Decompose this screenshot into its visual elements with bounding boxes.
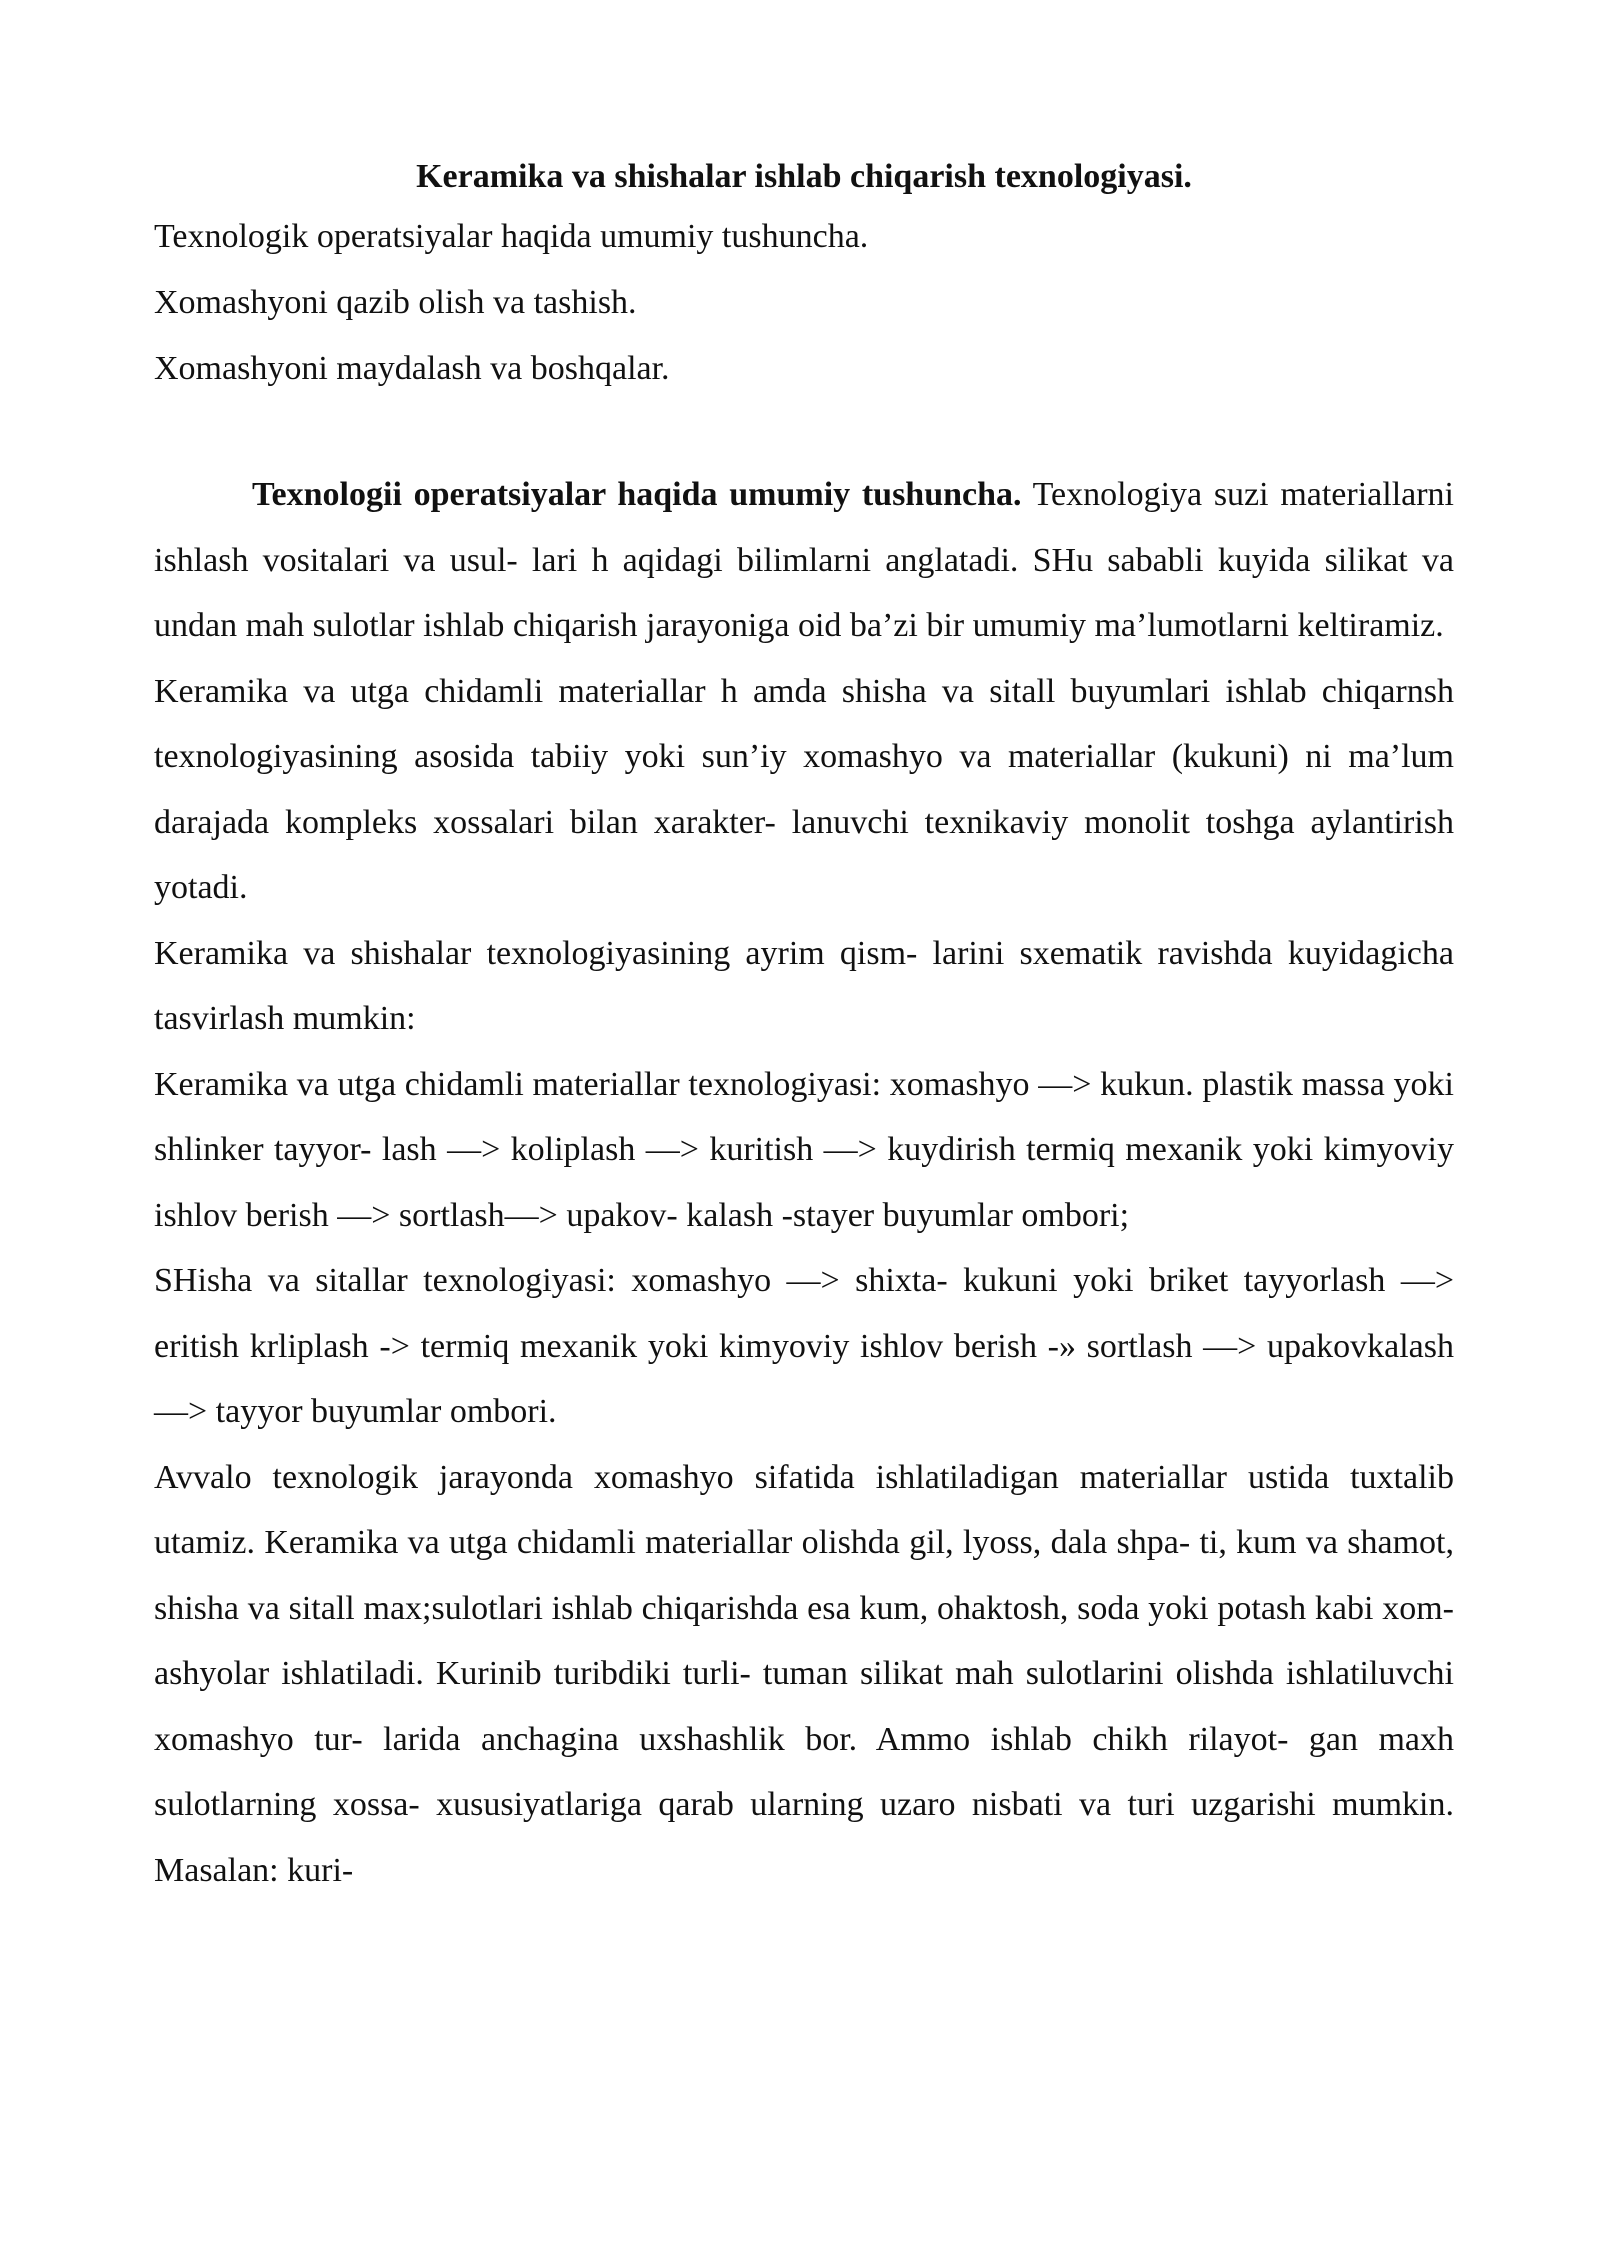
paragraph-1-text: Texnologiya suzi materiallarni ishlash vositalari va usul- lari h aqidagi bilimlarni anglatadi. SHu sababli kuyida silikat va undan mah sulotlar ishlab chiqarish jarayoniga oid ba’zi bir umumiy ma’lumotlarni keltiramiz. — [154, 476, 1454, 644]
outline-item-1: Texnologik operatsiyalar haqida umumiy tushuncha. — [154, 218, 869, 255]
paragraph-4: Keramika va utga chidamli materiallar texnologiyasi: xomashyo —> kukun. plastik massa yoki shlinker tayyor- lash —> koliplash —> kuritish —> kuydirish termiq mexanik yoki kimyoviy ishlov berish —> sortlash—> upakov- kalash -stayer buyumlar ombori; — [154, 1065, 1454, 1234]
paragraph-3: Keramika va shishalar texnologiyasining ayrim qism- larini sxematik ravishda kuyidagicha tasvirlash mumkin: — [154, 934, 1454, 1037]
document-page — [154, 150, 1454, 1903]
document-title: Keramika va shishalar ishlab chiqarish texnologiyasi. — [416, 158, 1192, 195]
outline-item-3: Xomashyoni maydalash va boshqalar. — [154, 350, 670, 387]
paragraph-2: Keramika va utga chidamli materiallar h amda shisha va sitall buyumlari ishlab chiqarnsh texnologiyasining asosida tabiiy yoki sun’iy xomashyo va materiallar (kukuni) ni ma’lum darajada kompleks xossalari bilan xarakter- lanuvchi texnikaviy monolit toshga aylantirish yotadi. — [154, 672, 1454, 906]
outline-item-2: Xomashyoni qazib olish va tashish. — [154, 284, 637, 321]
paragraph-1 — [154, 462, 1454, 659]
section-heading: Texnologii operatsiyalar haqida umumiy tushuncha. — [252, 476, 1022, 513]
section-spacer — [154, 402, 1454, 462]
paragraph-6: Avvalo texnologik jarayonda xomashyo sifatida ishlatiladigan materiallar ustida tuxtalib utamiz. Keramika va utga chidamli materiallar olishda gil, lyoss, dala shpa- ti, kum va shamot, shisha va sitall max;sulotlari ishlab chiqarishda esa kum, ohaktosh, soda yoki potash kabi xom- ashyolar ishlatiladi. Kurinib turibdiki turli- tuman silikat mah sulotlarini olishda ishlatiluvchi xomashyo tur- larida anchagina uxshashlik bor. Ammo ishlab chikh rilayot- gan maxh sulotlarning xossa- xususiyatlariga qarab ularning uzaro nisbati va turi uzgarishi mumkin. Masalan: kuri- — [154, 1458, 1454, 1889]
paragraph-5: SHisha va sitallar texnologiyasi: xomashyo —> shixta- kukuni yoki briket tayyorlash —> eritish krliplash -> termiq mexanik yoki kimyoviy ishlov berish -» sortlash —> upakovkalash —> tayyor buyumlar ombori. — [154, 1262, 1454, 1430]
